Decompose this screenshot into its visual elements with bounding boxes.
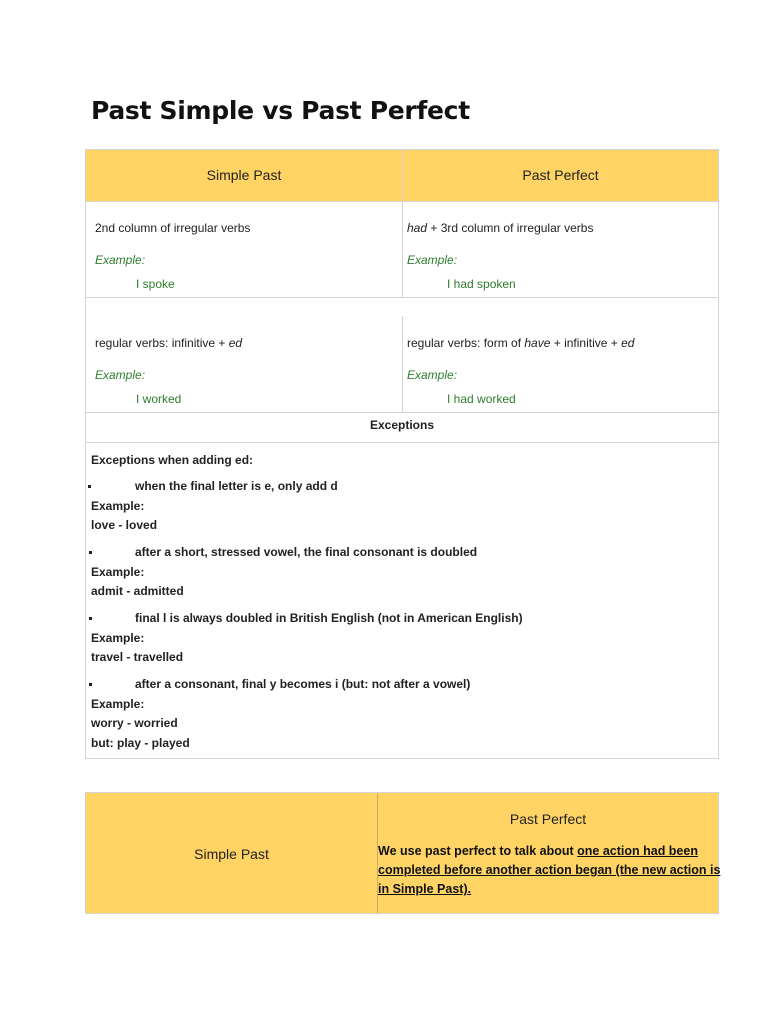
bullet-icon (88, 485, 91, 488)
exception-example-label-4: Example: (91, 697, 145, 711)
exception-rule-1: when the final letter is e, only add d (135, 479, 338, 493)
row1-right-example-label: Example: (407, 253, 458, 267)
exception-example-4b: but: play - played (91, 736, 190, 750)
row1-left-text: 2nd column of irregular verbs (95, 221, 251, 235)
row1-left-example: I spoke (136, 277, 175, 291)
row2-left-text (95, 336, 242, 350)
row2-left-example: I worked (136, 392, 182, 406)
comparison-table (85, 149, 719, 759)
usage-note-underlined-1: one action had been (577, 844, 698, 858)
row1-right-example: I had spoken (447, 277, 516, 291)
row1-right-text (407, 221, 593, 235)
row1-left-example-label: Example: (95, 253, 146, 267)
usage-table (85, 792, 719, 914)
exception-example-4a: worry - worried (91, 716, 178, 730)
exception-rule-3: final l is always doubled in British English (not in American English) (135, 611, 523, 625)
usage-note-underlined-3: in Simple Past). (378, 882, 472, 896)
exceptions-header: Exceptions (369, 418, 435, 432)
row2-right-example-label: Example: (407, 368, 458, 382)
bullet-icon (89, 683, 92, 686)
row2-right-plain-b: + infinitive + (550, 336, 622, 350)
row2-left-example-label: Example: (95, 368, 146, 382)
exception-example-label-1: Example: (91, 499, 145, 513)
usage-note-plain: We use past perfect to talk about (378, 844, 578, 858)
row2-right-italic-a: have (524, 336, 551, 350)
header-simple-past: Simple Past (206, 167, 282, 183)
usage-note (378, 842, 721, 899)
exception-example-3: travel - travelled (91, 650, 184, 664)
bullet-icon (89, 617, 92, 620)
usage-note-underlined-2: completed before another action began (the new action is (378, 863, 721, 877)
exception-example-2: admit - admitted (91, 584, 184, 598)
row2-right-plain-a: regular verbs: form of (407, 336, 525, 350)
row1-right-rest: + 3rd column of irregular verbs (427, 221, 594, 235)
row2-right-text (407, 336, 634, 350)
exception-rule-2: after a short, stressed vowel, the final consonant is doubled (135, 545, 478, 559)
row2-left-plain: regular verbs: infinitive + (95, 336, 229, 350)
exception-example-label-2: Example: (91, 565, 145, 579)
exceptions-intro: Exceptions when adding ed: (91, 453, 254, 467)
usage-right-header: Past Perfect (509, 811, 587, 827)
row2-left-italic: ed (228, 336, 243, 350)
bullet-icon (89, 551, 92, 554)
row1-right-italic: had (407, 221, 428, 235)
exception-example-1: love - loved (91, 518, 158, 532)
row2-right-italic-b: ed (621, 336, 635, 350)
exception-rule-4: after a consonant, final y becomes i (but: not after a vowel) (135, 677, 471, 691)
header-past-perfect: Past Perfect (522, 167, 599, 183)
page-title: Past Simple vs Past Perfect (91, 96, 470, 125)
usage-left-label: Simple Past (194, 846, 269, 862)
row2-right-example: I had worked (447, 392, 516, 406)
exception-example-label-3: Example: (91, 631, 145, 645)
